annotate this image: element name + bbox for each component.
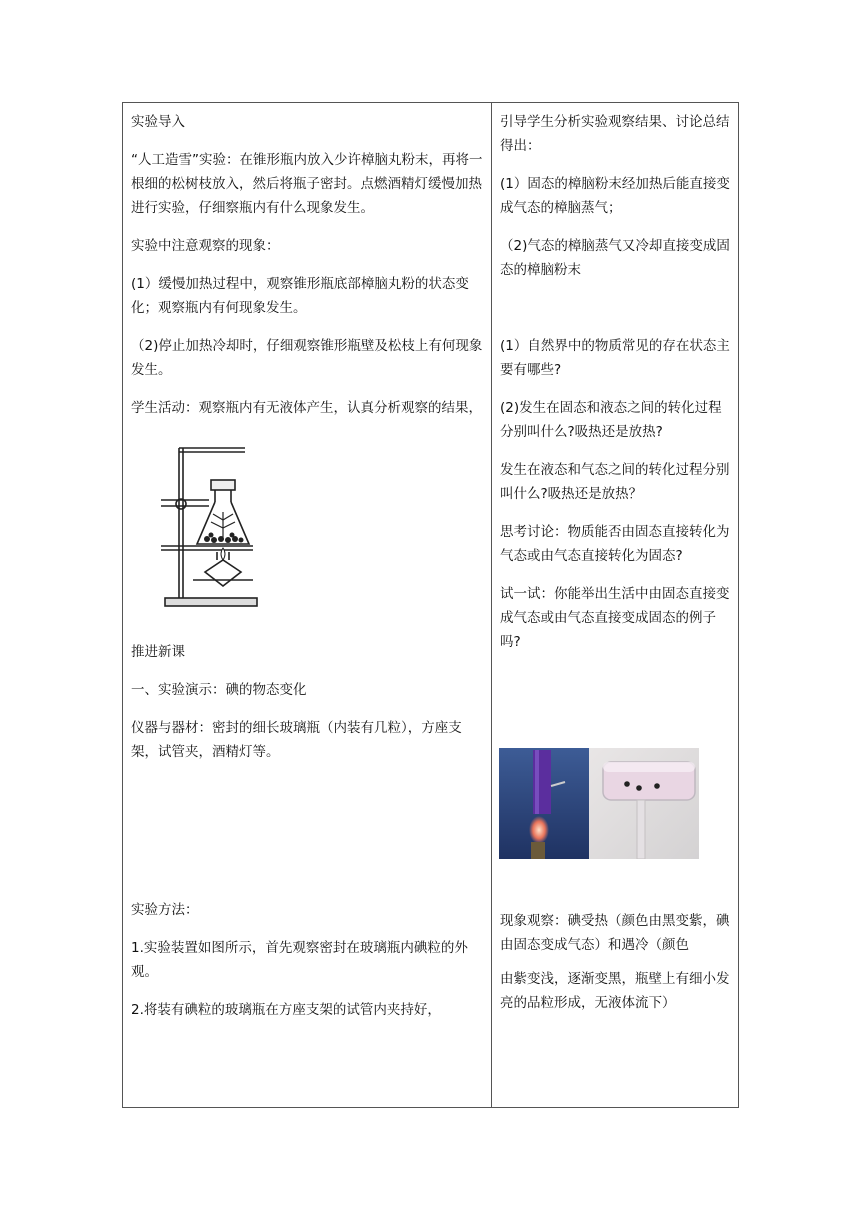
right-column bbox=[492, 103, 738, 1107]
question-3: 发生在液态和气态之间的转化过程分别叫什么?吸热还是放热？ bbox=[500, 462, 730, 502]
iodine-photo-image bbox=[499, 748, 699, 859]
phenomenon-1: 现象观察：碘受热（颜色由黑变紫，碘由固态变成气态）和遇冷（颜色 bbox=[500, 913, 730, 953]
observe-heading: 实验中注意观察的现象： bbox=[131, 238, 280, 254]
new-lesson-heading: 推进新课 bbox=[131, 644, 185, 660]
question-1: (1）自然界中的物质常见的存在状态主要有哪些? bbox=[500, 338, 730, 378]
discussion-text: 思考讨论：物质能否由固态直接转化为气态或由气态直接转化为固态? bbox=[500, 524, 730, 564]
method-heading: 实验方法： bbox=[131, 902, 199, 918]
left-column bbox=[123, 103, 491, 1107]
intro-heading: 实验导入 bbox=[131, 114, 185, 130]
try-it-text: 试一试：你能举出生活中由固态直接变成气态或由气态直接变成固态的例子吗? bbox=[500, 586, 730, 650]
method-step-2: 2.将装有碘粒的玻璃瓶在方座支架的试管内夹持好， bbox=[131, 1002, 441, 1018]
lesson-table bbox=[122, 102, 739, 1108]
question-2: (2)发生在固态和液态之间的转化过程分别叫什么?吸热还是放热? bbox=[500, 400, 722, 440]
equipment-text: 仪器与器材：密封的细长玻璃瓶（内装有几粒），方座支架，试管夹，酒精灯等。 bbox=[131, 720, 462, 760]
camphor-apparatus-drawing bbox=[157, 440, 277, 614]
guide-text: 引导学生分析实验观察结果、讨论总结得出： bbox=[500, 114, 730, 154]
observe-item-1: (1）缓慢加热过程中，观察锥形瓶底部樟脑丸粉的状态变化；观察瓶内有何现象发生。 bbox=[131, 276, 469, 316]
phenomenon-2: 由紫变浅，逐渐变黑，瓶壁上有细小发亮的品粒形成，无液体流下） bbox=[500, 971, 730, 1011]
student-activity: 学生活动：观察瓶内有无液体产生，认真分析观察的结果， bbox=[131, 400, 482, 416]
intro-experiment: “人工造雪”实验：在锥形瓶内放入少许樟脑丸粉末，再将一根细的松树枝放入，然后将瓶子密封。点燃酒精灯缓慢加热进行实验，仔细察瓶内有什么现象发生。 bbox=[131, 152, 483, 216]
result-1: (1）固态的樟脑粉末经加热后能直接变成气态的樟脑蒸气； bbox=[500, 176, 730, 216]
result-2: （2)气态的樟脑蒸气又冷却直接变成固态的樟脑粉末 bbox=[500, 238, 730, 278]
camphor-apparatus-figure bbox=[157, 440, 277, 614]
iodine-experiment-photo bbox=[499, 748, 699, 859]
method-step-1: 1.实验装置如图所示，首先观察密封在玻璃瓶内碘粒的外观。 bbox=[131, 940, 468, 980]
observe-item-2: （2)停止加热冷却时，仔细观察锥形瓶壁及松枝上有何现象发生。 bbox=[131, 338, 483, 378]
section-1-heading: 一、实验演示：碘的物态变化 bbox=[131, 682, 307, 698]
